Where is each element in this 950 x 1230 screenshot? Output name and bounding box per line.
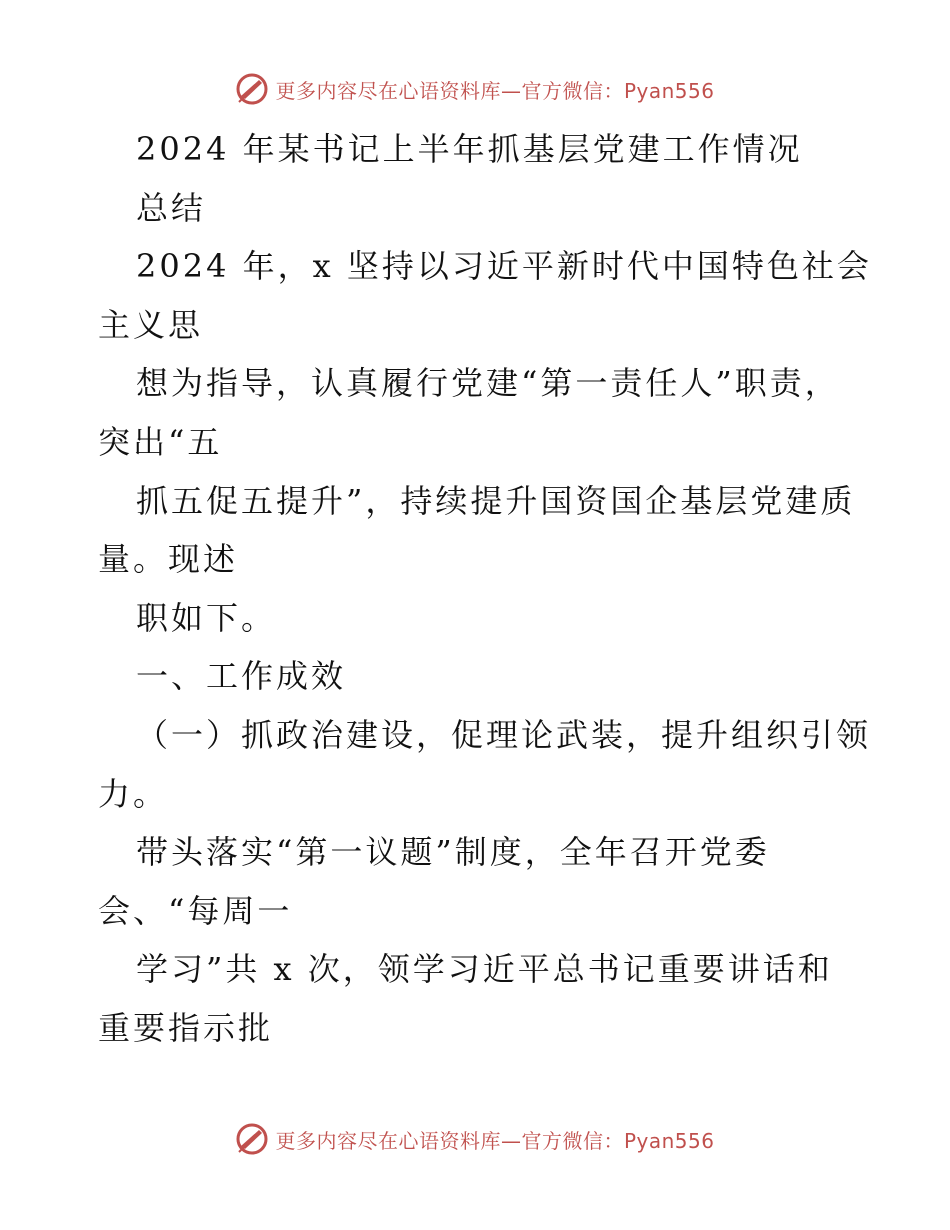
- text-line: 量。现述: [98, 540, 239, 579]
- text-line: 2024 年某书记上半年抓基层党建工作情况: [136, 130, 803, 168]
- text-line: 主义思: [98, 305, 204, 344]
- document-body: [98, 120, 872, 1058]
- text-line: （一）抓政治建设，促理论武装，提升组织引领: [136, 715, 872, 754]
- header-watermark: [0, 72, 950, 106]
- quill-logo-icon: [235, 1122, 269, 1156]
- quill-logo-icon: [235, 72, 269, 106]
- watermark-text: 更多内容尽在心语资料库—官方微信：Pyan556: [275, 1128, 715, 1153]
- text-line: 2024 年，x 坚持以习近平新时代中国特色社会: [136, 247, 872, 286]
- text-line: 职如下。: [136, 598, 277, 637]
- text-line: 抓五促五提升”，持续提升国资国企基层党建质: [136, 481, 856, 520]
- text-line: 想为指导，认真履行党建“第一责任人”职责，: [136, 364, 840, 403]
- text-line: 学习”共 x 次，领学习近平总书记重要讲话和: [136, 950, 833, 989]
- text-line: 带头落实“第一议题”制度，全年召开党委: [136, 833, 770, 872]
- text-line: 总结: [136, 188, 207, 227]
- text-line: 一、工作成效: [136, 657, 347, 696]
- text-line: 会、“每周一: [98, 891, 293, 930]
- text-line: 重要指示批: [98, 1008, 274, 1047]
- footer-watermark: [0, 1122, 950, 1156]
- watermark-text: 更多内容尽在心语资料库—官方微信：Pyan556: [275, 78, 715, 103]
- text-line: 突出“五: [98, 422, 223, 461]
- text-line: 力。: [98, 774, 169, 813]
